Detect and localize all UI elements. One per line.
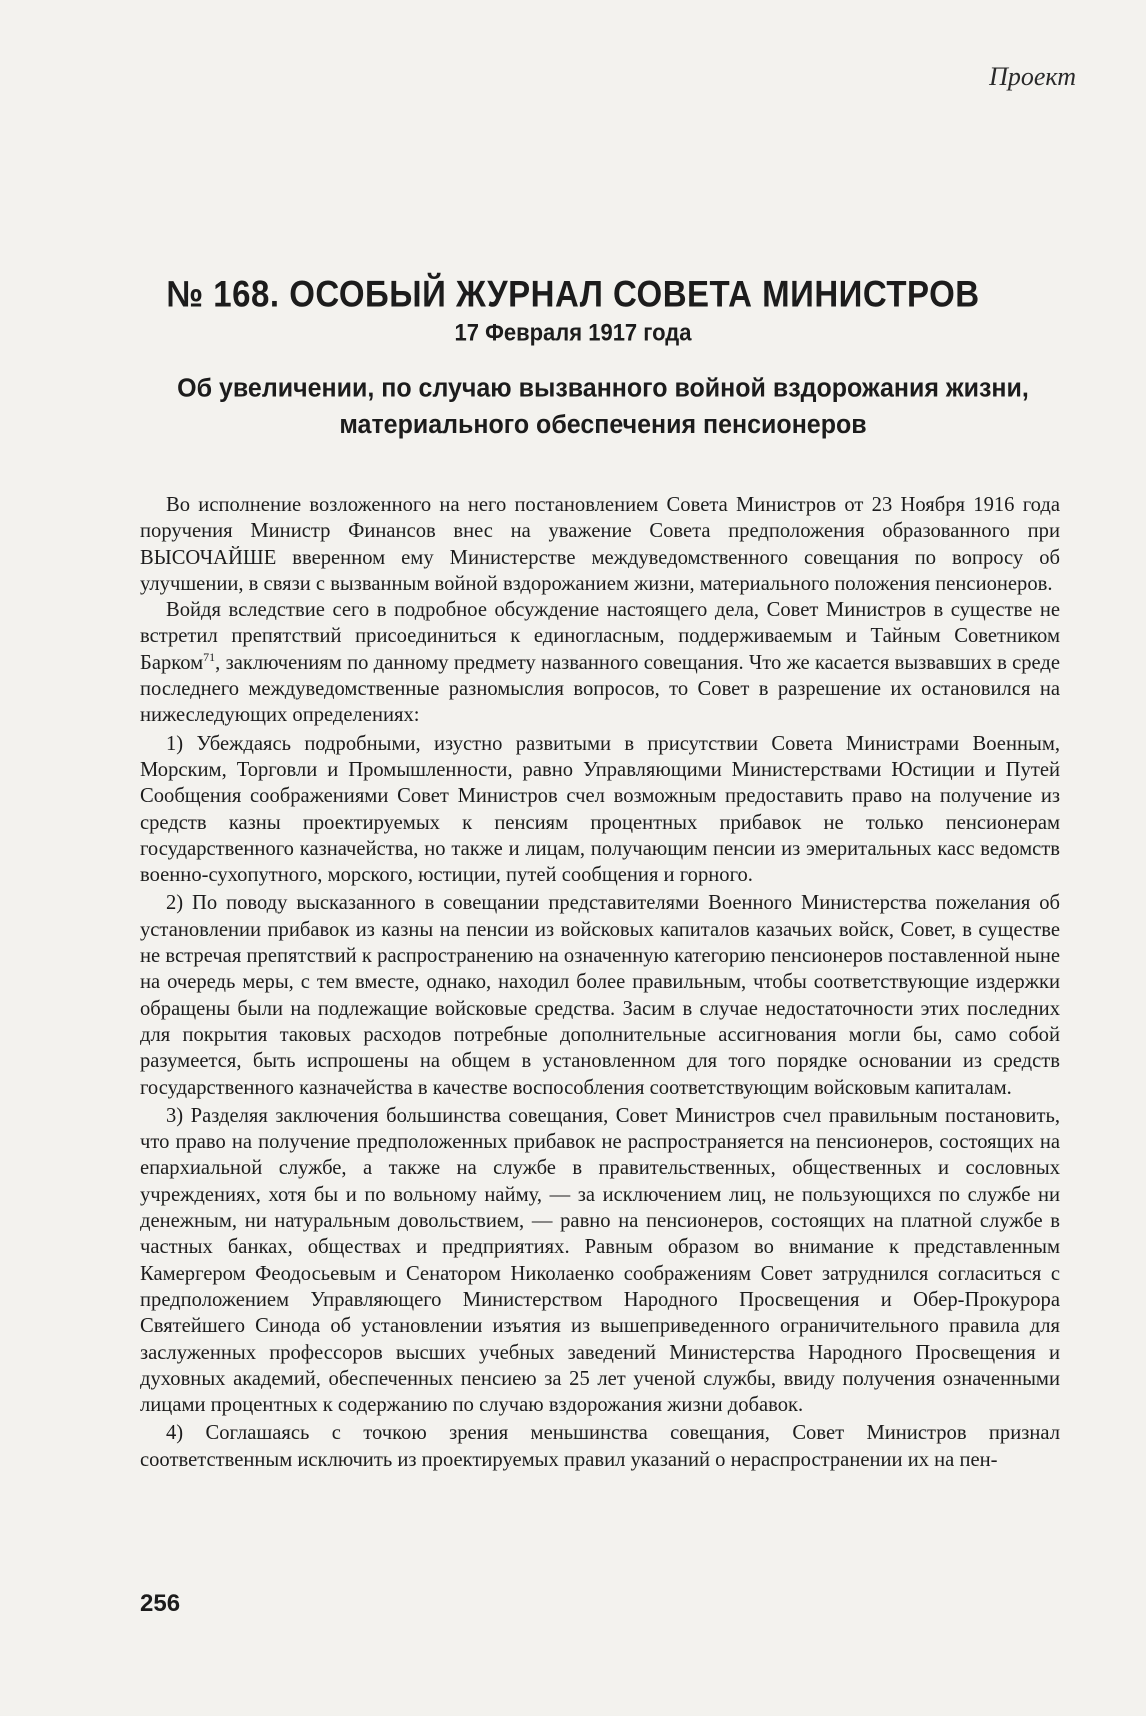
page-number: 256 [140, 1590, 181, 1617]
document-date: 17 Февраля 1917 года [454, 318, 692, 346]
paragraph-discussion [140, 597, 1060, 728]
document-subtitle: Об увеличении, по случаю вызванного войной вздорожания жизни, материального обеспечения пенсионеров [177, 373, 1029, 440]
paragraph-item-1: 1) Убеждаясь подробными, изустно развитыми в присутствии Совета Министрами Военным, Морским, Торговли и Промышленности, равно Управляющими Министерствами Юстиции и Путей Сообщения соображениями Совет Министров счел возможным предоставить право на получение из средств казны проектируемых к пенсиям процентных прибавок не только пенсионерам государственного казначейства, но также и лицам, получающим пенсии из эмеритальных касс ведомств военно-сухопутного, морского, юстиции, путей сообщения и горного. [140, 732, 1060, 887]
paragraph-item-2: 2) По поводу высказанного в совещании представителями Военного Министерства пожелания об установлении прибавок из казны на пенсии из войсковых капиталов казачьих войск, Совет, в существе не встречая препятствий к распространению на означенную категорию пенсионеров поставленной ныне на очередь меры, с тем вместе, однако, находил более правильным, чтобы соответствующие издержки обращены были на подлежащие войсковые средства. Засим в случае недостаточности этих последних для покрытия таковых расходов потребные дополнительные ассигнования могли бы, само собой разумеется, быть испрошены на общем в установленном для того порядке основании из средств государственного казначейства в качестве воспособления соответствующим войсковым капиталам. [140, 892, 1060, 1099]
paragraph-text: Войдя вследствие сего в подробное обсуждение настоящего дела, Совет Министров в существе не встретил препятствий присоединиться к единогласным, поддерживаемым и Тайным Советником Барком [140, 599, 1060, 674]
project-label: Проект [989, 62, 1076, 91]
paragraph-item-4: 4) Соглашаясь с точкою зрения меньшинства совещания, Совет Министров признал соответственным исключить из проектируемых правил указаний о нераспространении их на пен- [140, 1422, 1060, 1471]
document-body [140, 492, 1060, 1473]
paragraph-text: , заключениям по данному предмету названного совещания. Что же касается вызвавших в среде последнего междуведомственные разномыслия вопросов, то Совет в разрешение их остановился на нижеследующих определениях: [140, 651, 1060, 727]
footnote-ref[interactable]: 71 [203, 649, 216, 664]
paragraph-intro: Во исполнение возложенного на него постановлением Совета Министров от 23 Ноября 1916 года поручения Министр Финансов внес на уважение Совета предположения образованного при ВЫСОЧАЙШЕ вверенном ему Министерстве междуведомственного совещания по вопросу об улучшении, в связи с вызванным войной вздорожанием жизни, материального положения пенсионеров. [140, 494, 1060, 595]
document-title: № 168. ОСОБЫЙ ЖУРНАЛ СОВЕТА МИНИСТРОВ [166, 272, 980, 315]
paragraph-item-3: 3) Разделяя заключения большинства совещания, Совет Министров счел правильным постановить, что право на получение предположенных прибавок не распространяется на пенсионеров, состоящих на епархиальной службе, а также на службе в правительственных, общественных и сословных учреждениях, хотя бы и по вольному найму, — за исключением лиц, не пользующихся по службе ни денежным, ни натуральным довольствием, — равно на пенсионеров, состоящих на платной службе в частных банках, обществах и предприятиях. Равным образом во внимание к представленным Камергером Феодосьевым и Сенатором Николаенко соображениям Совет затруднился согласиться с предположением Управляющего Министерством Народного Просвещения и Обер-Прокурора Святейшего Синода об установлении изъятия из вышеприведенного ограничительного правила для заслуженных профессоров высших учебных заведений Министерства Народного Просвещения и духовных академий, обеспеченных пенсиею за 25 лет ученой службы, ввиду получения означенными лицами процентных к содержанию по случаю вздорожания жизни добавок. [140, 1104, 1060, 1417]
